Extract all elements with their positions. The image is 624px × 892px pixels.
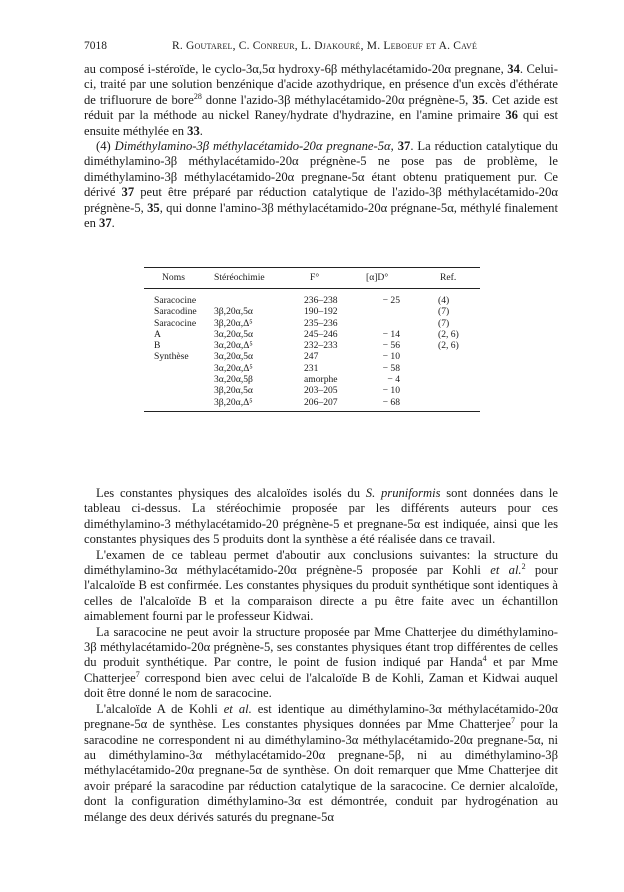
text-run: , qui donne l'amino-3β méthylacétamido-20α prégnane-5α, méthylé finalement en [84, 200, 558, 231]
paragraph [84, 486, 558, 548]
cell-stereochimie: 3α,20α,5β [214, 374, 253, 386]
text-run: . [199, 123, 203, 138]
cell-fusion: 245–246 [304, 328, 338, 340]
table-row [144, 374, 480, 385]
table-body [144, 289, 480, 411]
cell-fusion: 235–236 [304, 317, 338, 329]
text-run: . Celui-ci, traité par une solution benzénique d'acide azothydrique, en présence d'un excès d'éthérate de trifluorure de bore [84, 62, 559, 107]
cell-stereochimie: 3α,20α,5α [214, 328, 254, 340]
text-run: correspond bien avec celui de l'alcaloïde B de Kohli, Zaman et Kidwai auquel doit être donné le nom de saracocine. [84, 670, 558, 701]
cell-ref: (7) [438, 317, 450, 329]
table-row [144, 397, 480, 408]
running-header [84, 40, 558, 56]
text-run: au composé i-stéroïde, le cyclo-3α,5α hydroxy-6β méthylacétamido-20α pregnane, [84, 62, 508, 76]
cell-fusion: amorphe [304, 374, 338, 386]
cell-fusion: 247 [304, 351, 319, 363]
reference-superscript: 4 [482, 654, 487, 664]
compound-number: 37 [99, 216, 112, 231]
compound-number: 35 [472, 92, 485, 107]
cell-fusion: 236–238 [304, 295, 338, 306]
cell-nom: Saracocine [154, 295, 197, 306]
text-run: pour la saracodine ne correspondent ni au diméthylamino-3α méthylacétamido-20α pregnane-5α, ni au diméthylamino-3α méthylacétamido-20α pregnane-5β, ni au diméthylamino-3β méthylacétamido-20α pregnane-5α de synthèse. On doit remarquer que Mme Chatterjee dit avoir préparé la saracodine par réduction catalytique de la saracocine. Ce dernier alcaloïde, dont la configuration diméthylamino-3α est démontrée, conduit par hydrogénation au mélange des deux dérivés saturés du pregnane-5α [84, 717, 558, 824]
paragraph [84, 548, 558, 625]
cell-rotation: − 10 [382, 351, 400, 363]
text-run: et al. [490, 563, 522, 578]
cell-rotation: − 14 [382, 328, 400, 340]
text-run: donne l'azido-3β méthylacétamido-20α prégnène-5, [201, 92, 473, 107]
text-run: L'examen de ce tableau permet d'aboutir aux conclusions suivantes: la structure du diméthylamino-3α méthylacétamido-20α prégnène-5 proposée par Kohli [84, 547, 558, 578]
compound-number: 35 [147, 200, 160, 215]
cell-stereochimie: 3α,20α,5α [214, 351, 254, 363]
cell-nom: B [154, 340, 161, 352]
text-run: sont données dans le tableau ci-dessus. La stéréochimie proposée par les différents auteurs pour ces diméthylamino-3 méthylacétamido-20 prégnène-5 et pregnane-5α est indiquée, ainsi que les constantes physiques des 5 produits dont la synthèse a été réalisée dans ce travail. [84, 486, 558, 547]
table-bottom-rule [144, 411, 480, 412]
cell-rotation: − 10 [382, 385, 400, 397]
cell-fusion: 206–207 [304, 396, 338, 408]
text-run: , [390, 139, 398, 154]
paragraph [84, 625, 558, 702]
compound-number: 34 [507, 62, 520, 76]
cell-rotation: − 68 [382, 396, 400, 408]
text-run: est identique au diméthylamino-3α méthylacétamido-20α pregnane-5α de synthèse. Les constantes physiques données par Mme Chatterjee [84, 701, 558, 732]
header-noms: Noms [162, 272, 185, 283]
table-row [144, 340, 480, 351]
cell-stereochimie: 3β,20α,Δ⁵ [214, 317, 253, 329]
text-run: . [111, 216, 115, 231]
text-run: pour l'alcaloïde B est confirmée. Les constantes physiques du produit synthétique sont identiques à celles de l'alcaloïde B et la comparaison directe a pu être faite avec un échantillon aimablement fourni par le professeur Kidwai. [84, 563, 558, 624]
cell-ref: (2, 6) [438, 340, 459, 352]
cell-stereochimie: 3β,20α,5α [214, 385, 253, 397]
cell-rotation: − 25 [382, 295, 400, 306]
lower-text-block [84, 486, 558, 825]
cell-stereochimie: 3α,20α,Δ⁵ [214, 340, 253, 352]
text-run: Diméthylamino-3β méthylacétamido-20α pregnane-5α [114, 139, 391, 154]
compound-number: 37 [397, 139, 411, 154]
text-run: L'alcaloïde A de Kohli [96, 701, 224, 716]
compound-number: 36 [505, 108, 518, 123]
table-row [144, 351, 480, 362]
reference-superscript: 28 [193, 91, 202, 101]
cell-fusion: 190–192 [304, 306, 338, 318]
compound-number: 33 [187, 123, 200, 138]
text-run: . La réduction catalytique du diméthylamino-3β méthylacétamido-20α prégnène-5 ne pose pas de problème, le diméthylamino-3β méthylacétamido-20α pregnane-5α étant obtenu pratiquement pur. Ce dérivé [84, 139, 558, 200]
header-stereochimie: Stéréochimie [214, 272, 265, 283]
table-row [144, 385, 480, 396]
page-number: 7018 [84, 40, 107, 52]
header-rotation: [α]D° [366, 272, 389, 283]
paragraph [84, 139, 558, 231]
reference-superscript: 7 [511, 715, 515, 725]
table-header-row [144, 268, 480, 288]
text-run: La saracocine ne peut avoir la structure proposée par Mme Chatterjee du diméthylamino-3β méthylacétamido-20α prégnène-5, ses constantes physiques étant trop différentes de celles du produit synthétique. Par contre, le point de fusion indiqué par Handa [84, 624, 558, 670]
cell-nom: Synthèse [154, 351, 189, 363]
cell-rotation: − 4 [387, 374, 400, 386]
text-run: et par Mme Chatterjee [84, 655, 559, 685]
cell-stereochimie: 3β,20α,5α [214, 306, 253, 318]
cell-nom: Saracocine [154, 317, 197, 329]
paragraph [84, 702, 558, 825]
cell-ref: (4) [438, 295, 450, 306]
cell-nom: A [154, 328, 161, 340]
text-run: peut être préparé par réduction catalytique de l'azido-3β méthylacétamido-20α prégnène-5, [84, 185, 558, 215]
cell-ref: (7) [438, 306, 450, 318]
header-fusion: F° [310, 272, 320, 283]
text-run: (4) [96, 139, 115, 154]
text-run: et al. [223, 701, 252, 716]
cell-fusion: 231 [304, 362, 319, 374]
cell-stereochimie: 3β,20α,Δ⁵ [214, 396, 253, 408]
table-row [144, 318, 480, 329]
upper-text-block [84, 62, 558, 231]
table-row [144, 329, 480, 340]
text-run: . Cet azide est réduit par la méthode au nickel Raney/hydrate d'hydrazine, en l'amine primaire [84, 92, 558, 123]
text-run: qui est ensuite méthylée en [84, 108, 558, 138]
table-row [144, 306, 480, 317]
reference-superscript: 7 [135, 669, 140, 679]
reference-superscript: 2 [521, 561, 526, 571]
compound-number: 37 [121, 185, 135, 200]
header-ref: Ref. [440, 272, 457, 283]
table-row [144, 363, 480, 374]
physical-constants-table [144, 267, 480, 412]
cell-fusion: 232–233 [304, 340, 338, 352]
paragraph [84, 62, 558, 139]
running-header-authors: R. Goutarel, C. Conreur, L. Djakouré, M. Leboeuf et A. Cavé [172, 40, 478, 52]
cell-fusion: 203–205 [304, 385, 338, 397]
table-row [144, 295, 480, 306]
text-run: S. pruniformis [365, 486, 441, 500]
cell-stereochimie: 3α,20α,Δ⁵ [214, 362, 253, 374]
cell-nom: Saracodine [154, 306, 197, 318]
cell-rotation: − 56 [382, 340, 400, 352]
text-run: Les constantes physiques des alcaloïdes isolés du [96, 486, 366, 500]
cell-ref: (2, 6) [438, 328, 459, 340]
cell-rotation: − 58 [382, 362, 400, 374]
